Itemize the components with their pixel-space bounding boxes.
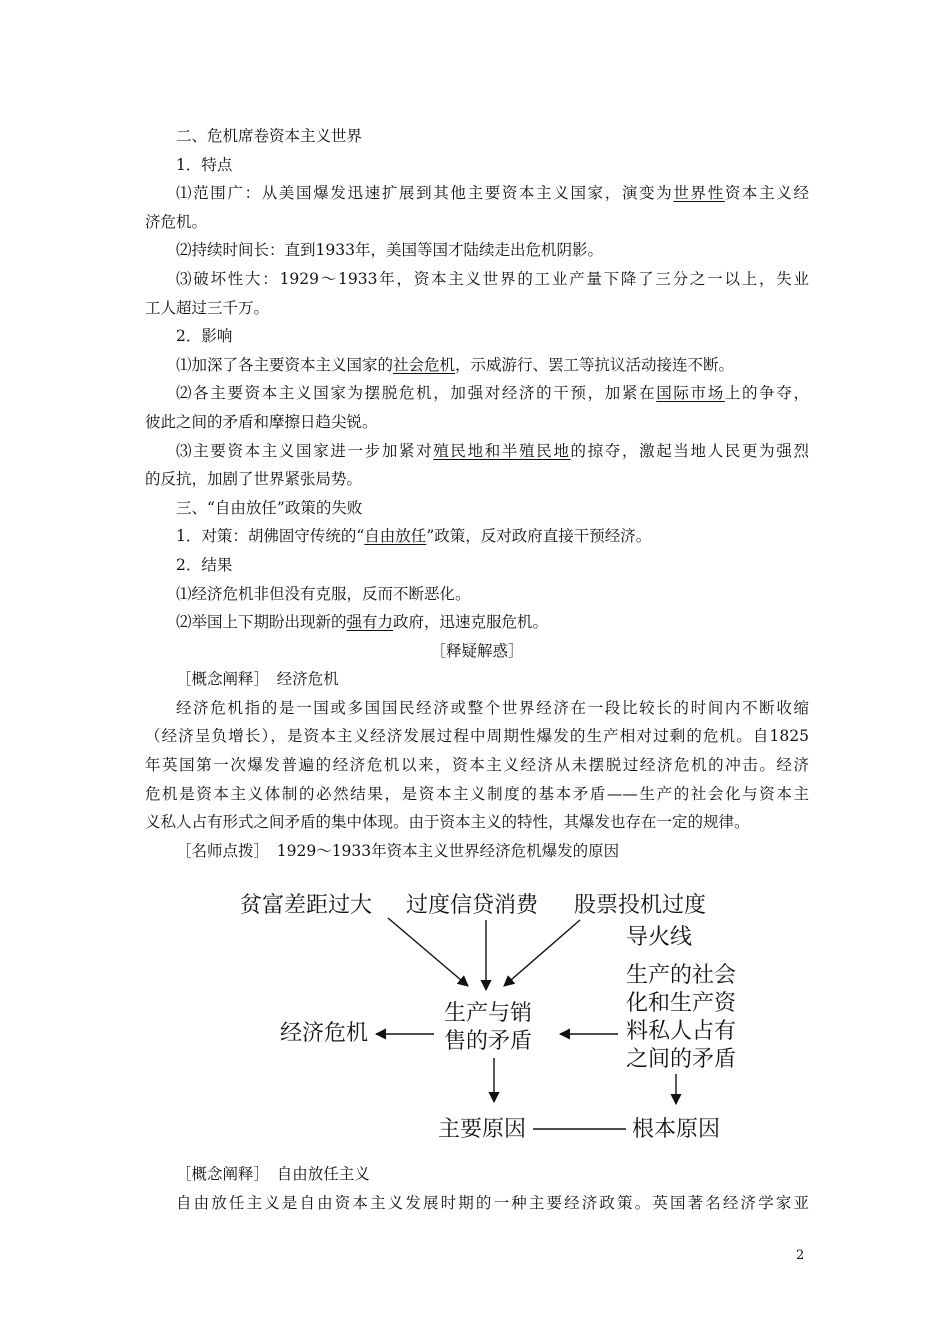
key-term: 自由放任 xyxy=(364,527,427,546)
concept-heading: ［概念阐释］ 自由放任主义 xyxy=(176,1165,370,1183)
paragraph-line: 危机是资本主义体制的必然结果，是资本主义制度的基本矛盾——生产的社会化与资本主 xyxy=(145,784,809,803)
paragraph-line: ⑵各主要资本主义国家为摆脱危机，加强对经济的干预，加紧在国际市场上的争夺， xyxy=(176,384,809,403)
cause-stock-speculation: 股票投机过度 xyxy=(574,893,707,918)
paragraph-line: 自由放任主义是自由资本主义发展时期的一种主要经济政策。英国著名经济学家亚 xyxy=(176,1193,809,1212)
teacher-heading: ［名师点拨］ 1929～1933年资本主义世界经济危机爆发的原因 xyxy=(176,841,620,860)
paragraph-line: 工人超过三千万。 xyxy=(145,298,270,317)
root-cause: 根本原因 xyxy=(632,1117,721,1142)
paragraph-line: 的反抗，加剧了世界紧张局势。 xyxy=(145,470,363,489)
cause-wealth-gap: 贫富差距过大 xyxy=(240,893,373,918)
paragraph-line: ⑶破坏性大：1929～1933年，资本主义世界的工业产量下降了三分之一以上，失业 xyxy=(176,269,809,288)
section-heading: 三、“自由放任”政策的失败 xyxy=(176,498,363,517)
paragraph-line: ⑴经济危机非但没有克服，反而不断恶化。 xyxy=(176,584,471,603)
section-heading: 二、危机席卷资本主义世界 xyxy=(176,127,363,145)
key-term: 殖民地和半殖民地 xyxy=(433,441,571,460)
key-term: 社会危机 xyxy=(393,355,456,374)
paragraph-line: 济危机。 xyxy=(145,212,208,231)
center-line-2: 售的矛盾 xyxy=(444,1029,533,1054)
result-economic-crisis: 经济危机 xyxy=(280,1021,369,1046)
paragraph-line: 彼此之间的矛盾和摩擦日趋尖锐。 xyxy=(145,412,378,431)
main-cause: 主要原因 xyxy=(438,1117,527,1142)
concept-heading: ［概念阐释］ 经济危机 xyxy=(176,670,339,689)
paragraph-line: （经济呈负增长），是资本主义经济发展过程中周期性爆发的生产相对过剩的危机。自1825 xyxy=(145,727,809,746)
right-line-4: 之间的矛盾 xyxy=(626,1047,737,1072)
paragraph-line: ⑴范围广：从美国爆发迅速扩展到其他主要资本主义国家，演变为世界性资本主义经 xyxy=(176,184,809,203)
document-body-continued xyxy=(145,1160,809,1217)
document-body xyxy=(145,122,809,865)
paragraph-line: ⑵持续时间长：直到1933年，美国等国才陆续走出危机阴影。 xyxy=(176,241,603,260)
right-line-1: 生产的社会 xyxy=(626,963,737,988)
subheading: 2．影响 xyxy=(176,327,233,346)
key-term: 世界性 xyxy=(673,184,725,203)
fuse-label: 导火线 xyxy=(626,925,693,950)
arrow-wealth-gap xyxy=(388,918,468,986)
paragraph-line: 经济危机指的是一国或多国国民经济或整个世界经济在一段比较长的时间内不断收缩 xyxy=(176,698,809,717)
paragraph-line: 1．对策：胡佛固守传统的“自由放任”政策，反对政府直接干预经济。 xyxy=(176,527,652,546)
paragraph-line: ⑴加深了各主要资本主义国家的社会危机，示威游行、罢工等抗议活动接连不断。 xyxy=(176,355,735,374)
key-term: 国际市场 xyxy=(656,384,725,403)
key-term: 强有力 xyxy=(346,613,394,632)
paragraph-line: ⑶主要资本主义国家进一步加紧对殖民地和半殖民地的掠夺，激起当地人民更为强烈 xyxy=(176,441,809,460)
arrow-stock xyxy=(504,920,580,986)
paragraph-line: ⑵举国上下期盼出现新的强有力政府，迅速克服危机。 xyxy=(176,613,549,632)
cause-diagram xyxy=(228,880,748,1150)
paragraph-line: 义私人占有形式之间矛盾的集中体现。由于资本主义的特性，其爆发也存在一定的规律。 xyxy=(145,813,750,832)
subheading: 1．特点 xyxy=(176,155,233,174)
page-number: 2 xyxy=(796,1248,805,1263)
subheading: 2．结果 xyxy=(176,555,233,574)
center-line-1: 生产与销 xyxy=(444,1001,533,1026)
right-line-2: 化和生产资 xyxy=(626,991,737,1016)
doubt-heading: ［释疑解惑］ xyxy=(430,641,524,660)
cause-credit-consumption: 过度信贷消费 xyxy=(406,893,539,918)
paragraph-line: 年英国第一次爆发普遍的经济危机以来，资本主义经济从未摆脱过经济危机的冲击。经济 xyxy=(145,756,809,775)
right-line-3: 料私人占有 xyxy=(626,1019,737,1044)
